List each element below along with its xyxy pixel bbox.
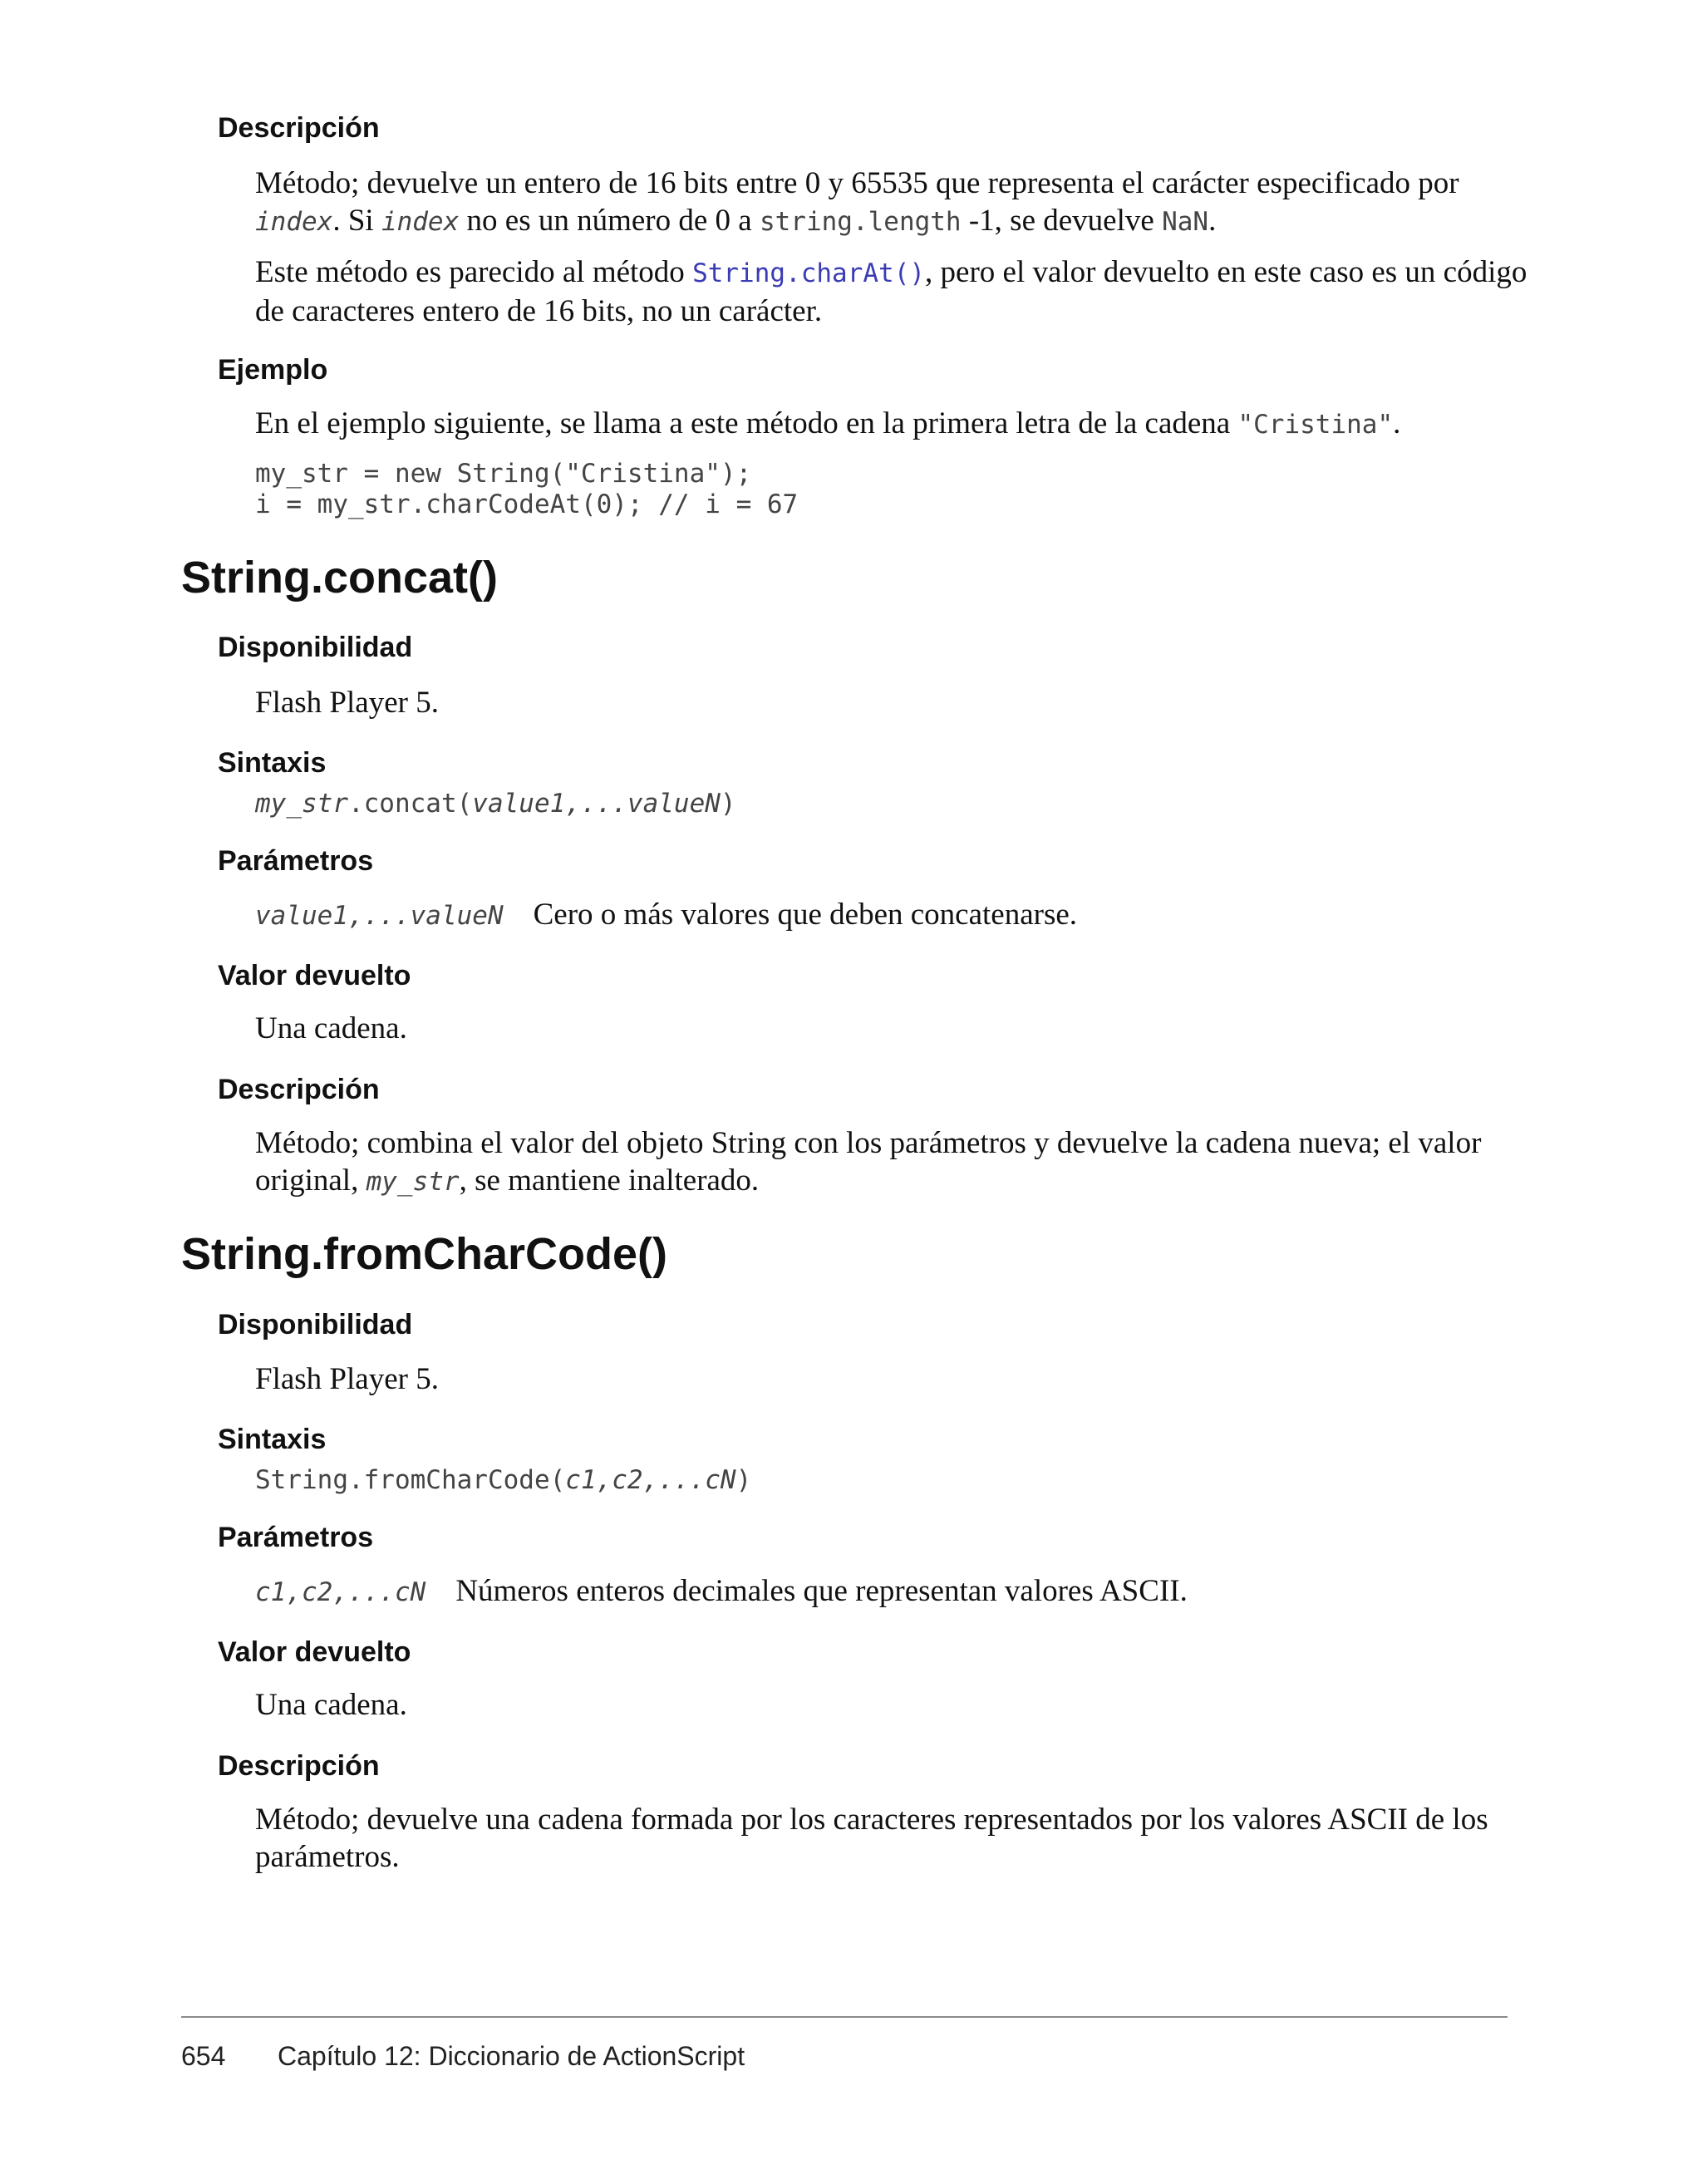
code-index: index [381, 207, 460, 237]
charat-link[interactable]: String.charAt() [692, 258, 926, 288]
concat-availability: Flash Player 5. [255, 686, 439, 720]
concat-returns: Una cadena. [255, 1011, 407, 1045]
parameters-heading: Parámetros [218, 1522, 374, 1553]
text-run: , se mantiene inalterado. [459, 1163, 760, 1198]
fromcharcode-parameter-row [255, 1572, 1188, 1611]
syntax-method: String.fromCharCode( [255, 1465, 566, 1495]
code-line: i = my_str.charCodeAt(0); // i = 67 [255, 489, 799, 519]
syntax-object: my_str [255, 789, 348, 819]
text-run: Método; combina el valor del objeto String con los parámetros y devuelve la cadena nueva; el valor original, [255, 1126, 1482, 1198]
fromcharcode-syntax [255, 1465, 751, 1496]
code-string-length: string.length [759, 207, 962, 237]
code-line: my_str = new String("Cristina"); [255, 459, 752, 489]
syntax-heading: Sintaxis [218, 1424, 327, 1455]
code-cristina: "Cristina" [1237, 410, 1394, 440]
text-run: Este método es parecido al método [255, 255, 693, 289]
concat-parameter-row [255, 896, 1077, 935]
text-run: , pero el valor devuelto en este caso es un código de caracteres entero de 16 bits, no un carácter. [255, 255, 1527, 328]
footer-divider [181, 2016, 1508, 2018]
text-run: . Si [332, 204, 381, 238]
charcodeat-comparison-paragraph [255, 253, 1535, 330]
parameters-heading: Parámetros [218, 845, 374, 877]
fromcharcode-description: Método; devuelve una cadena formada por los caracteres representados por los valores ASCII de los parámetros. [255, 1803, 1488, 1874]
text-run: En el ejemplo siguiente, se llama a este método en la primera letra de la cadena [255, 406, 1238, 440]
description-heading: Descripción [218, 112, 380, 144]
description-heading: Descripción [218, 1750, 380, 1782]
example-heading: Ejemplo [218, 354, 328, 386]
example-paragraph [255, 405, 1535, 444]
parameter-description: Números enteros decimales que representan valores ASCII. [455, 1574, 1188, 1608]
syntax-close: ) [720, 789, 736, 819]
concat-description [255, 1124, 1535, 1201]
syntax-args: c1,c2,...cN [565, 1465, 736, 1495]
charcodeat-description-paragraph [255, 165, 1535, 241]
page-number: 654 [181, 2041, 226, 2071]
text-run: . [1393, 406, 1401, 440]
parameter-description: Cero o más valores que deben concatenarse. [533, 898, 1078, 932]
text-run: . [1208, 204, 1217, 238]
concat-title: String.concat() [181, 553, 499, 603]
availability-heading: Disponibilidad [218, 1309, 413, 1340]
concat-syntax [255, 789, 736, 819]
syntax-heading: Sintaxis [218, 747, 327, 779]
syntax-close: ) [735, 1465, 752, 1495]
text-run: no es un número de 0 a [459, 204, 760, 238]
chapter-title: Capítulo 12: Diccionario de ActionScript [278, 2041, 745, 2071]
description-heading: Descripción [218, 1074, 380, 1105]
code-nan: NaN [1162, 207, 1209, 237]
syntax-method: .concat( [347, 789, 473, 819]
text-run: -1, se devuelve [961, 204, 1163, 238]
availability-heading: Disponibilidad [218, 632, 413, 663]
code-my-str: my_str [366, 1167, 460, 1197]
returns-heading: Valor devuelto [218, 960, 411, 991]
example-code-block [255, 459, 798, 520]
text-run: Método; devuelve un entero de 16 bits entre 0 y 65535 que representa el carácter especificado por [255, 166, 1459, 200]
fromcharcode-returns: Una cadena. [255, 1688, 407, 1722]
code-index: index [255, 207, 333, 237]
fromcharcode-title: String.fromCharCode() [181, 1229, 667, 1279]
returns-heading: Valor devuelto [218, 1636, 411, 1668]
fromcharcode-availability: Flash Player 5. [255, 1362, 439, 1396]
parameter-name: value1,...valueN [255, 901, 504, 931]
parameter-name: c1,c2,...cN [255, 1577, 426, 1607]
syntax-args: value1,...valueN [472, 789, 721, 819]
